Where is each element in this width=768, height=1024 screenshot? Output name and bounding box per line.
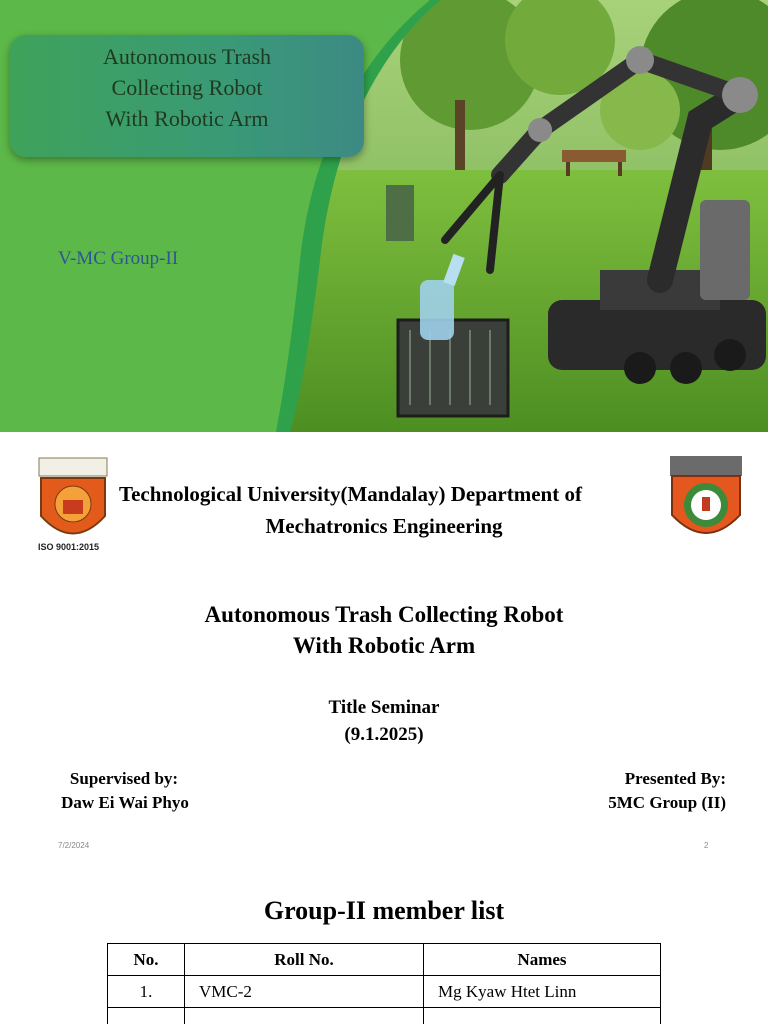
row-name: Mg Kyaw Htet Linn	[424, 976, 661, 1008]
title-line: Autonomous Trash	[102, 44, 272, 69]
table-row	[108, 1008, 661, 1024]
supervised-label: Supervised by:	[69, 769, 179, 788]
member-table	[107, 943, 661, 1024]
column-header-no: No.	[108, 944, 185, 976]
seminar-date: (9.1.2025)	[344, 724, 424, 745]
member-list-slide	[0, 866, 768, 1024]
group-label: V-MC Group-II	[58, 248, 179, 269]
title-box	[10, 35, 364, 157]
row-roll: VMC-2	[185, 976, 424, 1008]
university-logo	[37, 456, 109, 561]
title-line: With Robotic Arm	[105, 106, 269, 131]
column-header-roll: Roll No.	[185, 944, 424, 976]
seminar-title-line1: Autonomous Trash Collecting Robot	[204, 602, 564, 627]
iso-caption: ISO 9001:2015	[38, 542, 100, 552]
university-emblem-icon	[37, 456, 109, 556]
row-no: 1.	[108, 976, 185, 1008]
seminar-slide	[0, 432, 768, 866]
table-header-row	[108, 944, 661, 976]
title-slide	[0, 0, 768, 432]
title-line: Collecting Robot	[111, 75, 263, 100]
column-header-names: Names	[424, 944, 661, 976]
footer-date: 7/2/2024	[58, 841, 90, 850]
page-number: 2	[704, 841, 709, 850]
presented-label: Presented By:	[624, 769, 726, 788]
university-header: Technological University(Mandalay) Department of	[119, 482, 582, 506]
seminar-type: Title Seminar	[328, 697, 440, 718]
member-list-title: Group-II member list	[263, 896, 505, 925]
seminar-title-line2: With Robotic Arm	[292, 633, 476, 658]
supervisor-name: Daw Ei Wai Phyo	[61, 793, 189, 812]
table-row	[108, 976, 661, 1008]
presenter-name: 5MC Group (II)	[608, 793, 726, 812]
department-header: Mechatronics Engineering	[265, 514, 503, 538]
